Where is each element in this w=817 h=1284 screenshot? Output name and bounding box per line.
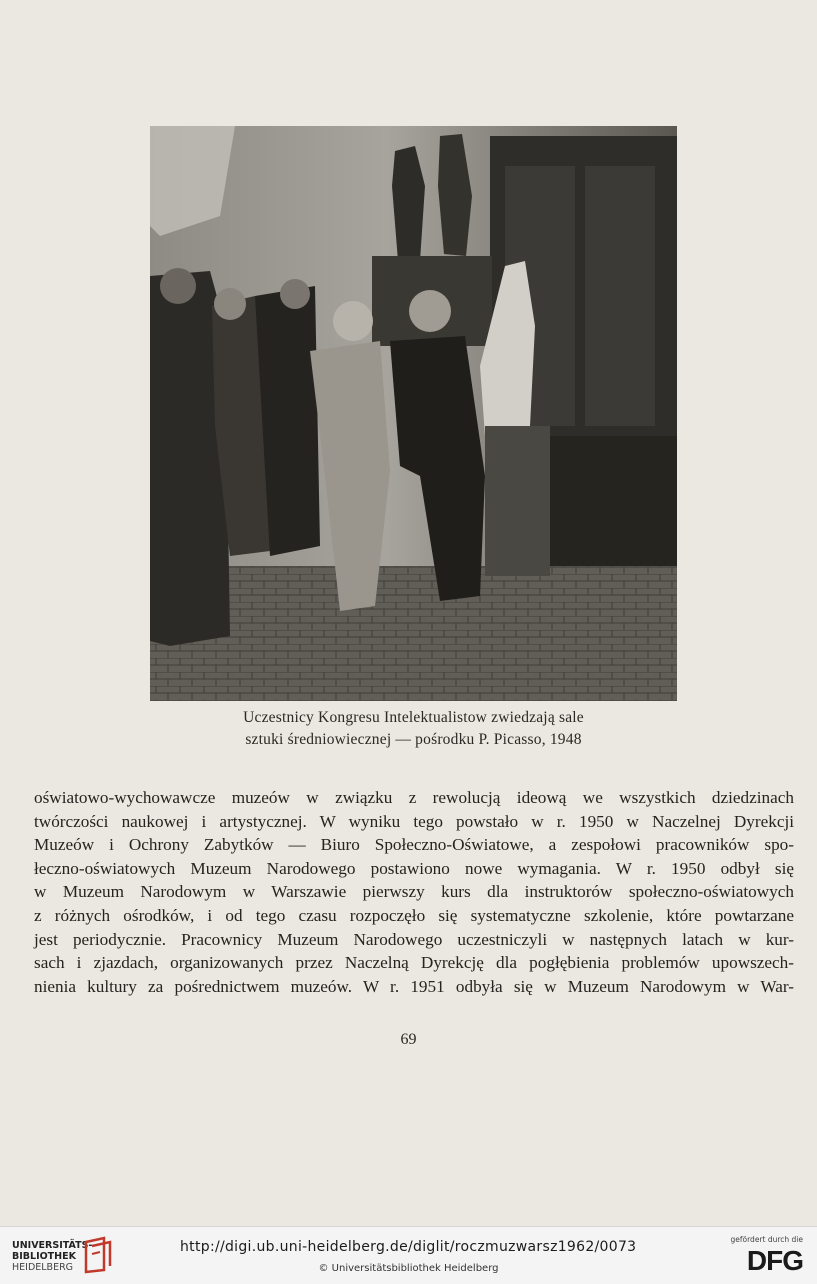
text-line: twórczości naukowej i artystycznej. W wyniku tego powstało w r. 1950 w Naczelnej Dyrekcji: [34, 811, 794, 831]
body-paragraph: [34, 786, 794, 998]
text-line: nienia kultury za pośrednictwem muzeów. W r. 1951 odbyła się w Muzeum Narodowym w War-: [34, 976, 794, 996]
text-line: w Muzeum Narodowym w Warszawie pierwszy kurs dla instruktorów społeczno-oświatowych: [34, 882, 794, 902]
text-line: łeczno-oświatowych Muzeum Narodowego postawiono nowe wymagania. W r. 1950 odbył się: [34, 858, 794, 878]
text-line: sach i zjazdach, organizowanych przez Naczelną Dyrekcję dla pogłębienia problemów upowszech-: [34, 953, 794, 973]
dfg-logo: DFG: [746, 1245, 803, 1276]
text-line: Muzeów i Ochrony Zabytków — Biuro Społeczno-Oświatowe, a zespołowi pracowników spo-: [34, 835, 794, 855]
library-name-line: HEIDELBERG: [12, 1262, 74, 1273]
text-line: oświatowo-wychowawcze muzeów w związku z rewolucją ideową we wszystkich dziedzinach: [34, 788, 794, 807]
permalink-url[interactable]: http://digi.ub.uni-heidelberg.de/diglit/roczmuzwarsz1962/0073: [180, 1239, 637, 1255]
library-name-line: BIBLIOTHEK: [12, 1251, 76, 1262]
photo-caption-line-2: sztuki średniowiecznej — pośrodku P. Picasso, 1948: [245, 731, 582, 748]
photograph-image: [150, 126, 677, 701]
photo-caption-line-1: Uczestnicy Kongresu Intelektualistow zwiedzają sale: [243, 709, 584, 726]
text-line: z różnych ośrodków, i od tego czasu rozpoczęło się systematyczne szkolenie, które powtarzane: [34, 905, 794, 925]
copyright-notice: © Universitätsbibliothek Heidelberg: [318, 1263, 499, 1274]
page-number: 69: [400, 1031, 417, 1048]
library-name-line: UNIVERSITÄTS-: [12, 1240, 93, 1251]
funding-label: gefördert durch die: [730, 1235, 803, 1244]
text-line: jest periodycznie. Pracownicy Muzeum Narodowego uczestniczyli w następnych latach w kur-: [34, 929, 794, 949]
museum-photograph: [150, 126, 677, 701]
viewer-footer: [0, 1226, 817, 1284]
